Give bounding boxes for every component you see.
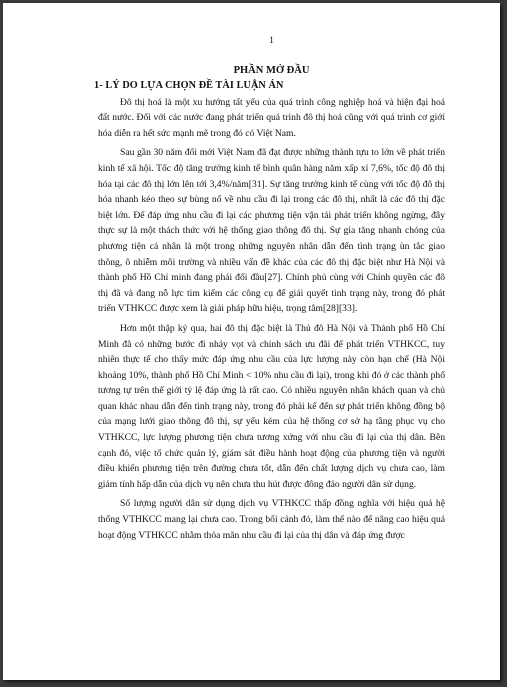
page-content	[94, 33, 445, 547]
page-number: 1	[269, 35, 274, 46]
paragraph: Hơn một thập kỷ qua, hai đô thị đặc biệt là Thủ đô Hà Nội và Thành phố Hồ Chí Minh đã có những bước đi nhảy vọt và chính sách ưu đãi để phát triển VTHKCC, tuy nhiên thực tế cho thấy mức đáp ứng nhu cầu của lực lượng này còn hạn chế (Hà Nội khoảng 10%, thành phố Hồ Chí Minh < 10% nhu cầu đi lại), trong khi đó ở các thành phố tương tự trên thế giới tỷ lệ đáp ứng là rất cao. Có nhiều nguyên nhân khách quan và chủ quan khác nhau dẫn đến tình trạng này, trong đó phải kể đến sự phát triển không đồng bộ của mạng lưới giao thông đô thị, sự yếu kém của hệ thống cơ sở hạ tầng phục vụ cho VTHKCC, lực lượng phương tiện chưa tương xứng với nhu cầu đi lại của thị dân. Bên cạnh đó, việc tổ chức quản lý, giám sát điều hành hoạt động của phương tiện và người điều khiển phương tiện trên đường chưa tốt, dẫn đến chất lượng dịch vụ chưa cao, làm giảm tính hấp dẫn của dịch vụ nên chưa thu hút được đông đảo người dân sử dụng.	[98, 322, 445, 490]
page-title: PHẦN MỞ ĐẦU	[233, 64, 310, 76]
paragraph: Đô thị hoá là một xu hướng tất yếu của quá trình công nghiệp hoá và hiện đại hoá đất nước. Đối với các nước đang phát triển quá trình đô thị hoá cũng với quá trình cơ giới hóa diễn ra hết sức mạnh mẽ trong đó có Việt Nam.	[98, 96, 445, 139]
paragraph: Số lượng người dân sử dụng dịch vụ VTHKCC thấp đồng nghĩa với hiệu quả hệ thống VTHKCC mang lại chưa cao. Trong bối cảnh đó, làm thế nào để nâng cao hiệu quả hoạt động VTHKCC nhằm thỏa mãn nhu cầu đi lại của thị dân và đáp ứng được	[98, 498, 445, 541]
document-page	[3, 3, 500, 680]
paragraph: Sau gần 30 năm đổi mới Việt Nam đã đạt được những thành tựu to lớn về phát triển kinh tế xã hội. Tốc độ tăng trưởng kinh tế bình quân hàng năm xấp xỉ 7,6%, tốc độ đô thị hóa tại các đô thị lớn lên tới 3,4%/năm[31]. Sự tăng trưởng kinh tế cùng với tốc độ đô thị hóa nhanh kéo theo sự bùng nổ về nhu cầu đi lại trong các đô thị, nhất là các đô thị đặc biệt lớn. Để đáp ứng nhu cầu đi lại các phương tiện vận tải phát triển không ngừng, đây thực sự là một thách thức với hệ thống giao thông đô thị. Sự gia tăng nhanh chóng của phương tiện cá nhân là một trong những nguyên nhân dẫn đến tình trạng ùn tắc giao thông, ô nhiễm môi trường và nhiều vấn đề khác của các đô thị đặc biệt như Hà Nội và thành phố Hồ Chí minh đang phải đối đầu[27]. Chính phủ cùng với Chính quyền các đô thị đã và đang nỗ lực tìm kiếm các công cụ để giải quyết tình trạng này, trong đó phát triển VTHKCC được xem là giải pháp hữu hiệu, trọng tâm[28][33].	[98, 147, 445, 315]
section-heading: 1- LÝ DO LỰA CHỌN ĐỀ TÀI LUẬN ÁN	[94, 79, 284, 91]
